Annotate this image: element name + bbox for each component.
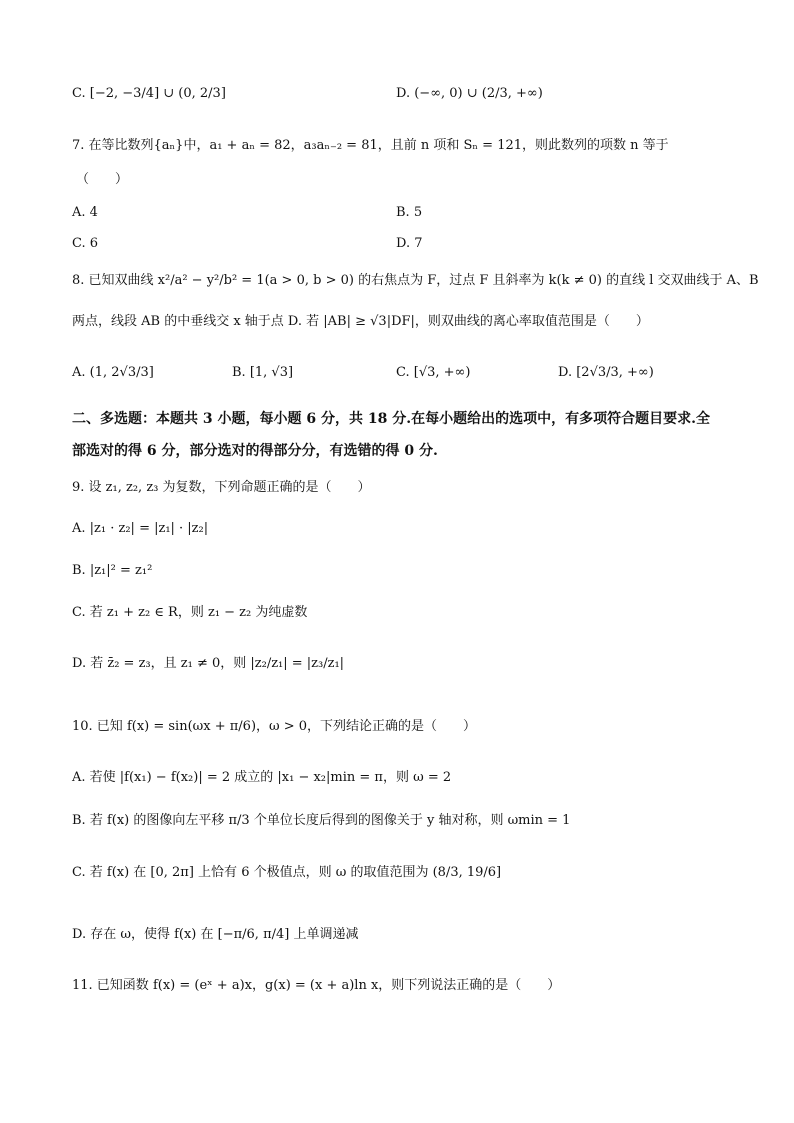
q7-option-d: D. 7 xyxy=(396,236,423,251)
q6-option-c: C. [−2, −3/4] ∪ (0, 2/3] xyxy=(72,86,226,101)
q9-stem: 9. 设 z₁, z₂, z₃ 为复数，下列命题正确的是（ ） xyxy=(72,480,371,495)
q10-option-a: A. 若使 |f(x₁) − f(x₂)| = 2 成立的 |x₁ − x₂|min = π，则 ω = 2 xyxy=(72,770,452,785)
q7-option-b: B. 5 xyxy=(396,205,423,220)
q8-option-c: C. [√3, +∞) xyxy=(396,365,471,380)
q8-stem-line2: 两点，线段 AB 的中垂线交 x 轴于点 D. 若 |AB| ≥ √3|DF|，则双曲线的离心率取值范围是（ ） xyxy=(72,314,649,329)
q9-option-a: A. |z₁ · z₂| = |z₁| · |z₂| xyxy=(72,521,209,536)
q9-option-b: B. |z₁|² = z₁² xyxy=(72,563,153,578)
q7-stem: 7. 在等比数列{aₙ}中，a₁ + aₙ = 82，a₃aₙ₋₂ = 81，且前 n 项和 Sₙ = 121，则此数列的项数 n 等于 xyxy=(72,138,669,153)
section-heading-multiple-choice: 二、多选题：本题共 3 小题，每小题 6 分，共 18 分.在每小题给出的选项中，有多项符合题目要求.全部选对的得 6 分，部分选对的得部分分，有选错的得 0 分. xyxy=(72,411,710,459)
q6-option-d: D. (−∞, 0) ∪ (2/3, +∞) xyxy=(396,86,543,101)
q7-answer-paren: （ ） xyxy=(76,172,129,187)
q8-option-a: A. (1, 2√3/3] xyxy=(72,365,154,380)
q8-option-b: B. [1, √3] xyxy=(232,365,294,380)
q7-option-a: A. 4 xyxy=(72,205,98,220)
q10-stem: 10. 已知 f(x) = sin(ωx + π/6)，ω > 0，下列结论正确的是（ ） xyxy=(72,719,477,734)
q10-option-d: D. 存在 ω，使得 f(x) 在 [−π/6, π/4] 上单调递减 xyxy=(72,927,359,942)
q11-stem: 11. 已知函数 f(x) = (eˣ + a)x，g(x) = (x + a)ln x，则下列说法正确的是（ ） xyxy=(72,978,561,993)
q9-option-d: D. 若 z̄₂ = z₃，且 z₁ ≠ 0，则 |z₂/z₁| = |z₃/z₁| xyxy=(72,656,345,671)
q8-stem-line1: 8. 已知双曲线 x²/a² − y²/b² = 1(a > 0, b > 0) 的右焦点为 F，过点 F 且斜率为 k(k ≠ 0) 的直线 l 交双曲线于 A、B xyxy=(72,273,759,288)
q7-option-c: C. 6 xyxy=(72,236,99,251)
q9-option-c: C. 若 z₁ + z₂ ∈ R，则 z₁ − z₂ 为纯虚数 xyxy=(72,605,308,620)
q8-option-d: D. [2√3/3, +∞) xyxy=(558,365,654,380)
q10-option-c: C. 若 f(x) 在 [0, 2π] 上恰有 6 个极值点，则 ω 的取值范围为 (8/3, 19/6] xyxy=(72,865,502,880)
q10-option-b: B. 若 f(x) 的图像向左平移 π/3 个单位长度后得到的图像关于 y 轴对称，则 ωmin = 1 xyxy=(72,813,571,828)
